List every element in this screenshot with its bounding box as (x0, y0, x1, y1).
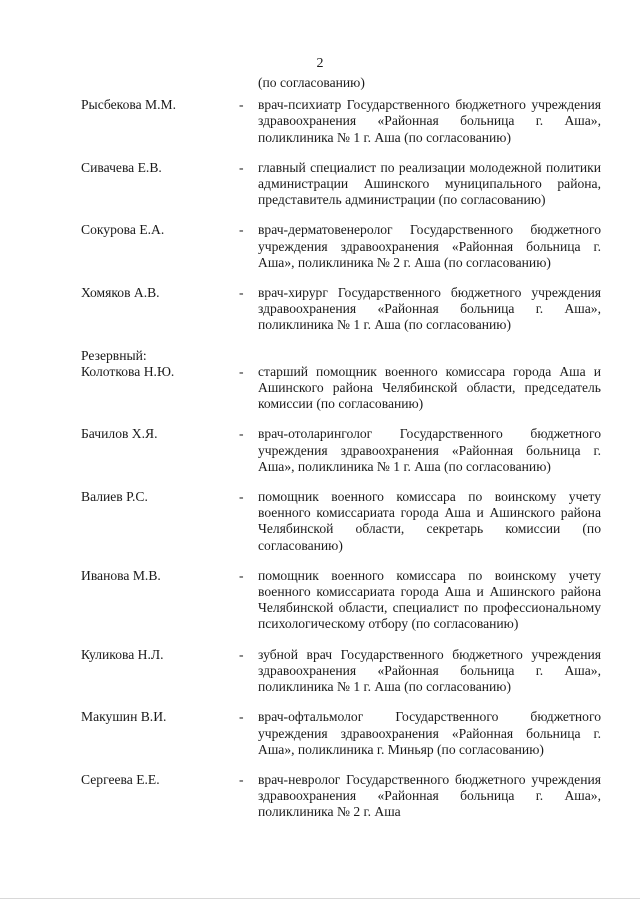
reserve-entry (81, 647, 601, 696)
member-position: врач-невролог Государственного бюджетного учреждения здравоохранения «Районная больница г. Аша», поликлиника № 2 г. Аша (258, 771, 601, 820)
member-entry (81, 222, 601, 271)
reserve-section-label: Резервный: (81, 347, 147, 363)
member-entry (81, 160, 601, 209)
dash-separator: - (239, 97, 244, 113)
member-position: врач-дерматовенеролог Государственного бюджетного учреждения здравоохранения «Районная больница г. Аша», поликлиника № 2 г. Аша (по согласованию) (258, 222, 601, 270)
member-name: Сивачева Е.В. (81, 159, 162, 175)
member-name: Колоткова Н.Ю. (81, 363, 175, 379)
member-position: зубной врач Государственного бюджетного учреждения здравоохранения «Районная больница г. Аша», поликлиника № 1 г. Аша (по согласованию) (258, 646, 601, 695)
dash-separator: - (239, 567, 244, 583)
member-name: Рысбекова М.М. (81, 97, 177, 113)
member-name: Макушин В.И. (81, 709, 167, 725)
member-name: Хомяков А.В. (81, 285, 160, 301)
member-position: старший помощник военного комиссара города Аша и Ашинского района Челябинской области, председатель комиссии (по согласованию) (258, 363, 601, 412)
member-position: главный специалист по реализации молодежной политики администрации Ашинского муниципального района, представитель администрации (по согласованию) (258, 159, 601, 208)
page-number: 2 (316, 56, 324, 71)
member-name: Бачилов Х.Я. (81, 426, 158, 442)
member-entry (81, 285, 601, 334)
member-position: врач-хирург Государственного бюджетного учреждения здравоохранения «Районная больница г. Аша», поликлиника № 1 г. Аша (по согласованию) (258, 285, 601, 333)
document-body (81, 75, 601, 835)
member-name: Валиев Р.С. (81, 489, 148, 505)
dash-separator: - (239, 222, 244, 238)
dash-separator: - (239, 709, 244, 725)
member-name: Куликова Н.Л. (81, 646, 164, 662)
member-position: врач-психиатр Государственного бюджетного учреждения здравоохранения «Районная больница г. Аша», поликлиника № 1 г. Аша (по согласованию) (258, 97, 601, 145)
member-position: помощник военного комиссара по воинскому учету военного комиссариата города Аша и Ашинского района Челябинской области, секретарь комиссии (по согласованию) (258, 489, 601, 553)
reserve-entry (81, 489, 601, 554)
dash-separator: - (239, 489, 244, 505)
scan-edge-line (0, 898, 640, 899)
member-name: Иванова М.В. (81, 567, 161, 583)
member-name: Сергеева Е.Е. (81, 771, 160, 787)
member-position: врач-отоларинголог Государственного бюджетного учреждения здравоохранения «Районная больница г. Аша», поликлиника № 1 г. Аша (по согласованию) (258, 426, 601, 474)
dash-separator: - (239, 363, 244, 379)
reserve-entry (81, 772, 601, 821)
reserve-entry (81, 568, 601, 633)
member-name: Сокурова Е.А. (81, 222, 165, 238)
continuation-text: (по согласованию) (258, 75, 365, 90)
reserve-entry (81, 364, 601, 413)
dash-separator: - (239, 426, 244, 442)
reserve-entry (81, 426, 601, 475)
reserve-entry (81, 709, 601, 758)
member-position: врач-офтальмолог Государственного бюджетного учреждения здравоохранения «Районная больница г. Аша», поликлиника г. Миньяр (по согласованию) (258, 709, 601, 757)
dash-separator: - (239, 771, 244, 787)
dash-separator: - (239, 159, 244, 175)
dash-separator: - (239, 285, 244, 301)
dash-separator: - (239, 646, 244, 662)
member-position: помощник военного комиссара по воинскому учету военного комиссариата города Аша и Ашинского района Челябинской области, специалист по профессиональному психологическому отбору (по согласованию) (258, 567, 601, 632)
member-entry (81, 97, 601, 146)
